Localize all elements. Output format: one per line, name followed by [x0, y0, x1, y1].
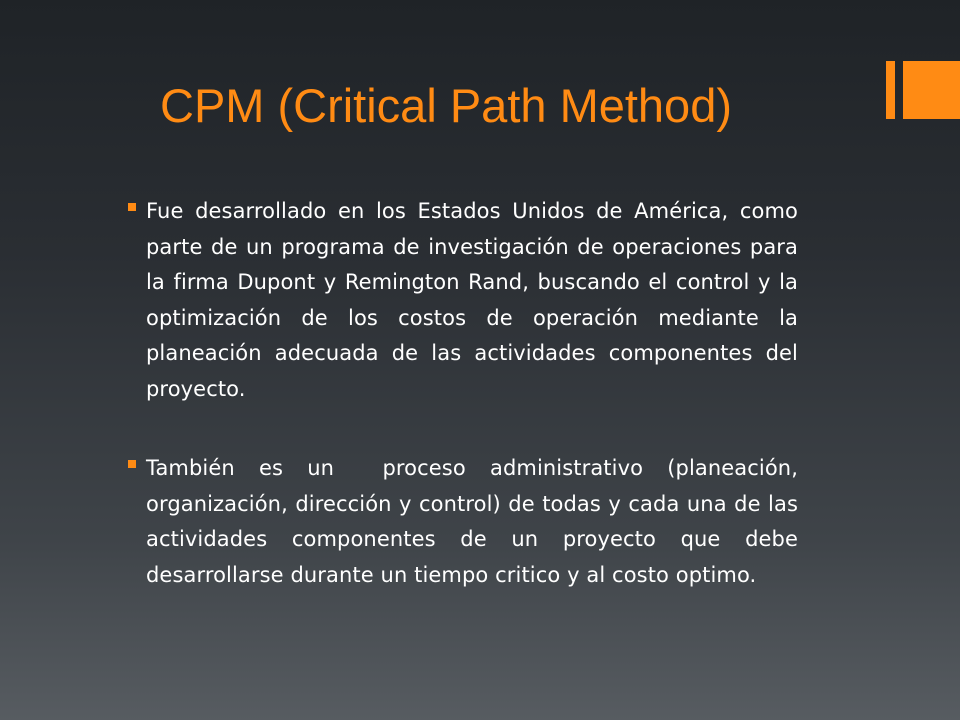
bullet-text: También es un proceso administrativo (planeación, organización, dirección y control) de todas y cada una de las actividades componentes de un proyecto que debe desarrollarse durante un tiempo critico y al costo optimo.	[146, 456, 805, 587]
accent-block-decoration	[903, 61, 960, 119]
accent-bar-decoration	[886, 61, 895, 119]
square-bullet-icon	[128, 203, 136, 211]
bullet-list	[128, 194, 805, 637]
bullet-text: Fue desarrollado en los Estados Unidos de América, como parte de un programa de investigación de operaciones para la firma Dupont y Remington Rand, buscando el control y la optimización de los costos de operación mediante la planeación adecuada de las actividades componentes del proyecto.	[146, 199, 798, 401]
square-bullet-icon	[128, 460, 136, 468]
bullet-item	[128, 451, 805, 593]
slide-title: CPM (Critical Path Method)	[160, 79, 732, 132]
bullet-item	[128, 194, 798, 407]
